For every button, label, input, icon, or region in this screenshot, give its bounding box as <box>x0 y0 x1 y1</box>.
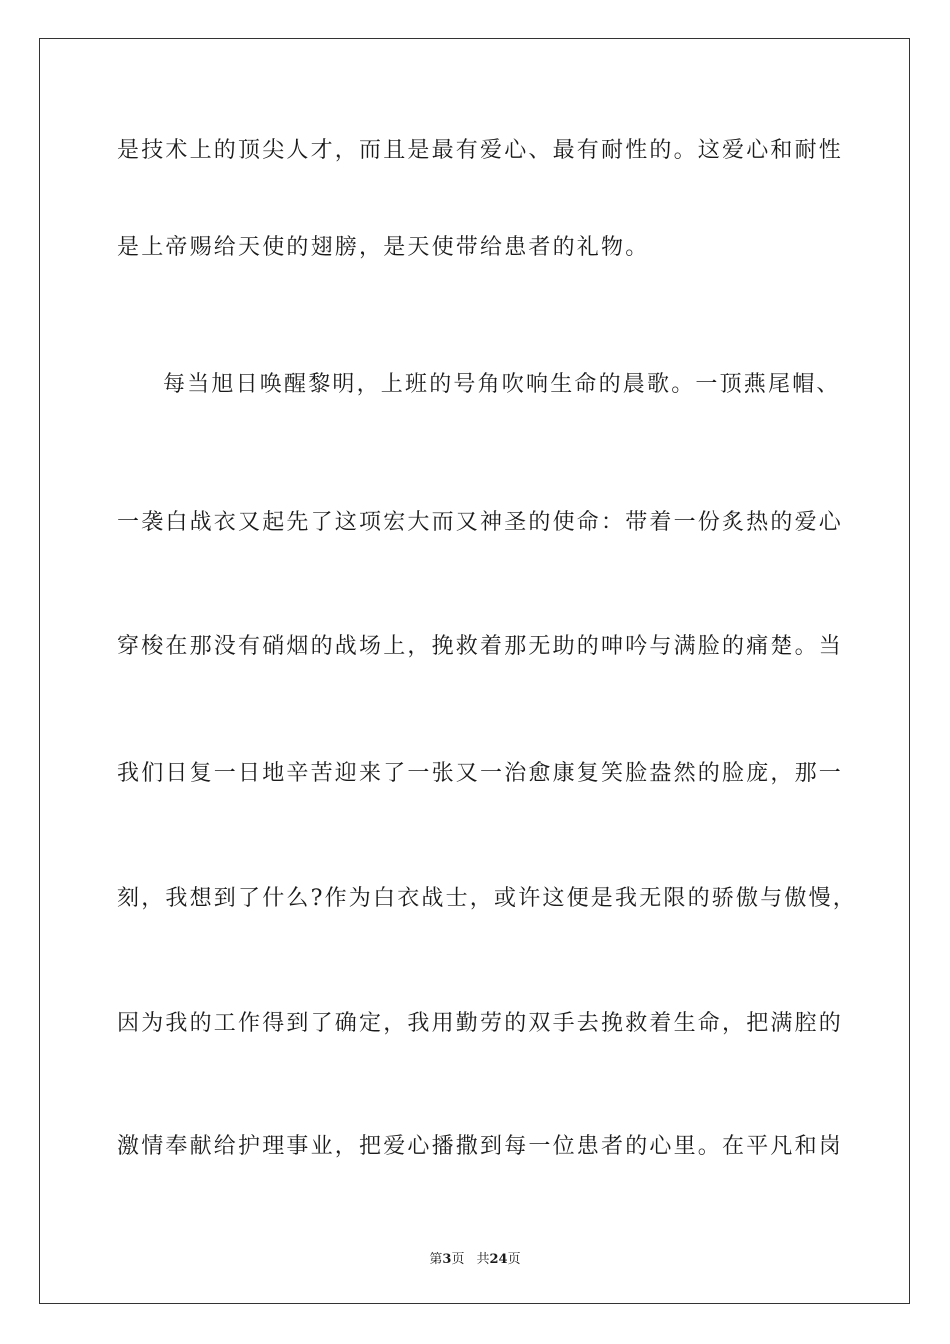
body-text-line: 是技术上的顶尖人才，而且是最有爱心、最有耐性的。这爱心和耐性 <box>117 138 844 163</box>
body-text-line: 我们日复一日地辛苦迎来了一张又一治愈康复笑脸盎然的脸庞，那一 <box>117 761 844 786</box>
body-text-line: 激情奉献给护理事业，把爱心播撒到每一位患者的心里。在平凡和岗 <box>117 1134 844 1159</box>
body-text-line: 因为我的工作得到了确定，我用勤劳的双手去挽救着生命，把满腔的 <box>117 1011 844 1036</box>
body-text-line: 每当旭日唤醒黎明，上班的号角吹响生命的晨歌。一顶燕尾帽、 <box>163 372 841 397</box>
body-text-line: 穿梭在那没有硝烟的战场上，挽救着那无助的呻吟与满脸的痛楚。当 <box>117 634 844 659</box>
page-prefix: 第 <box>429 1252 443 1267</box>
total-suffix: 页 <box>507 1252 521 1267</box>
page-suffix: 页 <box>451 1252 465 1267</box>
total-page-number: 24 <box>489 1252 508 1267</box>
body-text-line: 一袭白战衣又起先了这项宏大而又神圣的使命：带着一份炙热的爱心 <box>117 510 844 535</box>
body-text-line: 刻，我想到了什么?作为白衣战士，或许这便是我无限的骄傲与傲慢， <box>117 886 857 911</box>
page-border <box>39 38 910 1304</box>
page-footer <box>0 1248 950 1267</box>
current-page-number: 3 <box>442 1252 452 1267</box>
body-text-line: 是上帝赐给天使的翅膀，是天使带给患者的礼物。 <box>117 235 650 260</box>
total-prefix: 共 <box>476 1252 490 1267</box>
